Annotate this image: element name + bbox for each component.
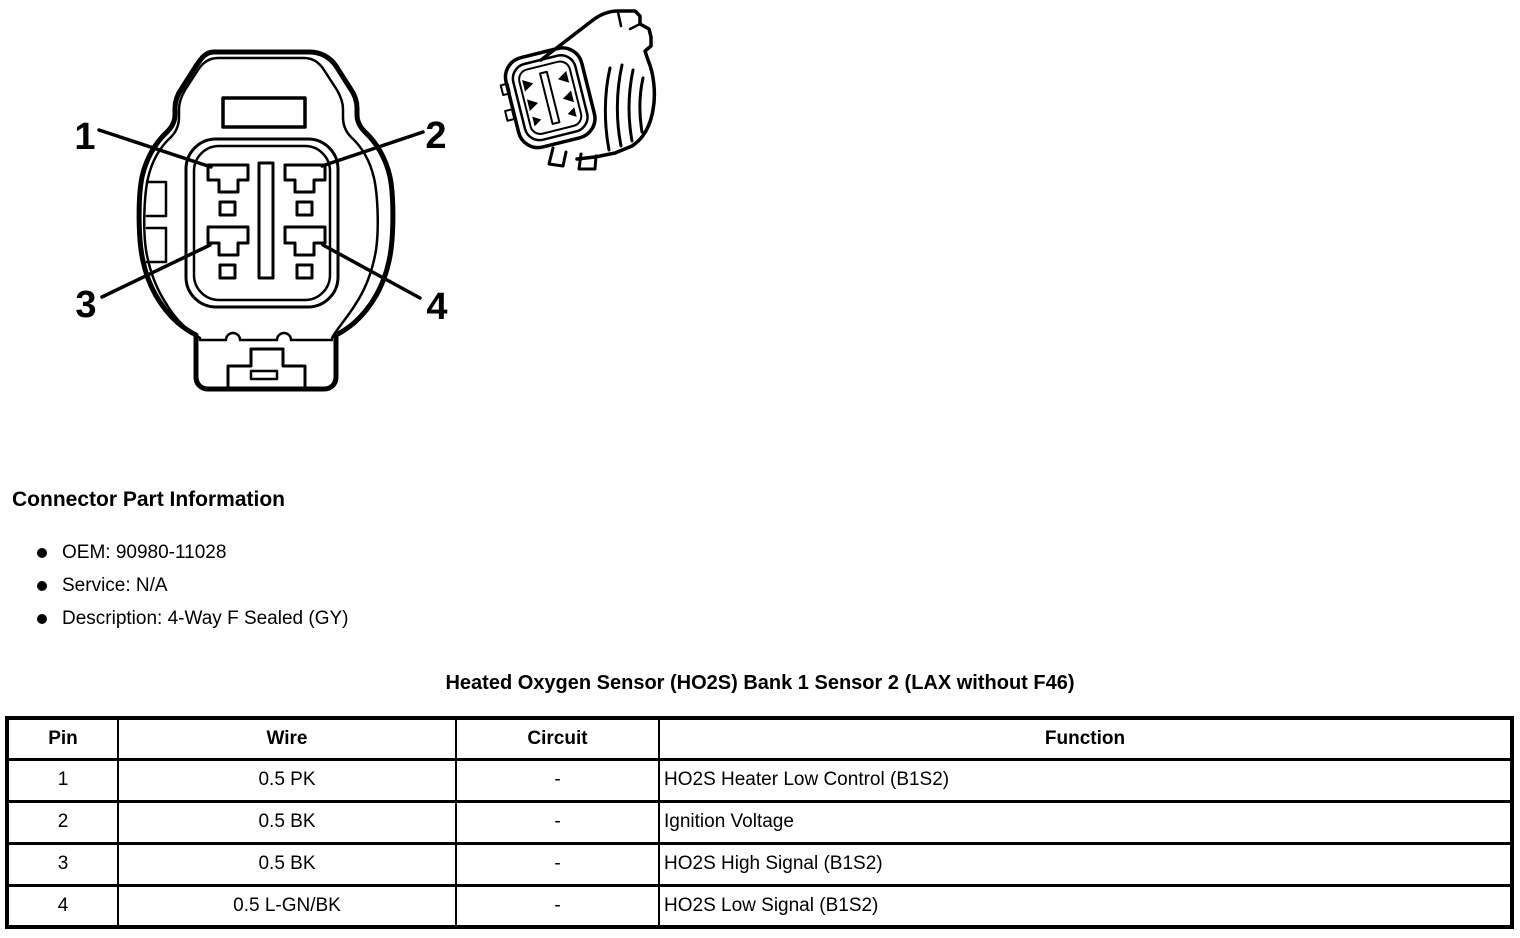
part-info-text: Description: 4-Way F Sealed (GY) [62,608,349,629]
cell-pin: 1 [7,759,118,801]
keying-bar [259,163,273,278]
side-face-outer [501,44,599,152]
side-cavity-marks [522,69,578,127]
side-face-inner [510,52,591,143]
cell-wire: 0.5 PK [118,759,456,801]
seal-notch-bottom [147,228,166,262]
pin-label-4: 4 [426,286,448,328]
bottom-tab-slot [251,371,277,379]
header-pin: Pin [7,718,118,759]
cell-wire: 0.5 BK [118,801,456,843]
side-rear-facet-1 [618,12,621,26]
side-face-nib-2 [505,109,514,120]
part-info-item-service [62,569,1520,602]
header-circuit: Circuit [456,718,659,759]
pin-cavity-3 [208,227,248,255]
side-rib-3 [629,70,633,141]
cell-circuit: - [456,759,659,801]
bottom-tab-step [228,349,305,388]
pin-cavity-1 [208,165,248,192]
pin-label-2: 2 [425,115,447,157]
side-rib-4 [640,78,643,132]
pin-cavity-4 [285,227,325,255]
pin-label-1: 1 [74,116,96,158]
side-face-plate [517,59,583,136]
pin-cavity-2 [285,165,325,192]
diagram-area [0,0,1520,462]
cell-pin: 3 [7,843,118,885]
cell-pin: 4 [7,885,118,927]
part-info-heading: Connector Part Information [12,488,286,511]
pinout-table [5,716,1514,929]
table-row [7,759,1512,801]
table-row [7,885,1512,927]
cell-function: Ignition Voltage [659,801,1512,843]
bullet-icon [37,548,47,558]
part-info-item-description [62,602,1520,635]
cell-function: HO2S Low Signal (B1S2) [659,885,1512,927]
cell-wire: 0.5 L-GN/BK [118,885,456,927]
lock-square-2 [297,202,312,215]
lock-square-1 [220,202,235,215]
seal-notch-top [147,182,166,216]
header-wire: Wire [118,718,456,759]
pin-label-3: 3 [75,284,97,326]
cell-circuit: - [456,885,659,927]
connector-face-diagram [55,10,485,420]
table-row [7,843,1512,885]
part-info-item-oem [62,536,1520,569]
header-function: Function [659,718,1512,759]
cell-function: HO2S High Signal (B1S2) [659,843,1512,885]
side-keying-bar [540,72,559,124]
part-info-list [0,536,1520,635]
latch-window [223,98,305,127]
cell-pin: 2 [7,801,118,843]
side-rib-1 [605,68,610,150]
part-info-text: Service: N/A [62,575,168,596]
cell-circuit: - [456,843,659,885]
lock-square-3 [220,265,235,278]
cell-circuit: - [456,801,659,843]
pinout-table-title: Heated Oxygen Sensor (HO2S) Bank 1 Sensor 2 (LAX without F46) [445,672,1075,694]
connector-side-view [497,2,665,174]
bullet-icon [37,614,47,624]
table-row [7,801,1512,843]
lock-square-4 [297,265,312,278]
cell-wire: 0.5 BK [118,843,456,885]
part-info-text: OEM: 90980-11028 [62,542,227,563]
bullet-icon [37,581,47,591]
bottom-bump-line [200,333,332,340]
side-foot-1 [549,148,566,166]
table-header-row [7,718,1512,759]
side-rear-facet-2 [630,24,640,29]
cell-function: HO2S Heater Low Control (B1S2) [659,759,1512,801]
side-rib-2 [617,65,622,146]
